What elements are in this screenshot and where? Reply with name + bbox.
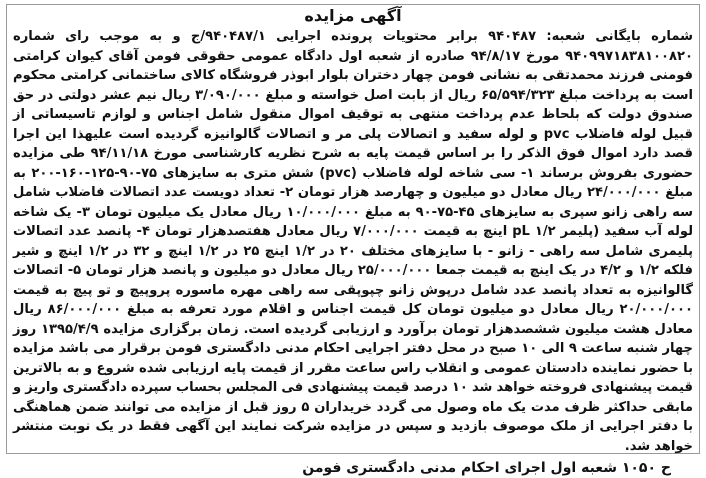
notice-footer: ح ۱۰۵۰ شعبه اول اجرای احکام مدنی دادگستری فومن bbox=[302, 460, 671, 476]
notice-title: آگهی مزایده bbox=[304, 6, 402, 25]
notice-body: شماره بایگانی شعبه: ۹۴۰۴۸۷ برابر محتویات پرونده اجرایی ۹۴۰۴۸۷/۱/ج و به موجب رای شماره ۹۴۰۹۹۷۱۸۳۸۱۰۰۸۲۰ مورخ ۹۴/۸/۱۷ صادره از شعبه اول دادگاه عمومی حقوقی فومن آقای کیوان کرامتی فومنی فرزند محمدتقی به نشانی فومن چهار دختران بلوار ابوذر فروشگاه کالای ساختمانی کرامتی محکوم است به پرداخت مبلغ ۶۵/۵۹۴/۳۲۳ ریال از بابت اصل خواسته و مبلغ ۳/۰۹۰/۰۰۰ ریال نیم عشر دولتی در حق صندوق دولت که بلحاظ عدم پرداخت منتهی به توقیف اموال منقول شامل اجناس و لوازم تاسیساتی از قبیل لوله فاضلاب pvc و لوله سفید و اتصالات پلی مر و اتصالات گالوانیزه گردیده است علیهذا این اجرا قصد دارد اموال فوق الذکر را بر اساس قیمت پایه به شرح نظریه کارشناسی مورخ ۹۴/۱۱/۱۸ طی مزایده حضوری بفروش برساند ۱- سی شاخه لوله فاضلاب (pvc) شش متری به سایزهای ۷۵-۹۰-۱۲۵-۱۶۰-۲۰۰ به مبلغ ۲۴/۰۰۰/۰۰۰ ریال معادل دو میلیون و چهارصد هزار تومان ۲- تعداد دویست عدد اتصالات فاضلاب شامل سه راهی زانو سپری به سایزهای ۴۵-۷۵-۹۰ به مبلغ ۱۰/۰۰۰/۰۰۰ ریال معادل یک میلیون تومان ۳- یک شاخه لوله آب سفید (پلیمر pL ۱/۲ اینچ به قیمت ۷/۰۰۰/۰۰۰ ریال معادل هفتصدهزار تومان ۴- پانصد عدد اتصالات پلیمری شامل سه راهی - زانو - با سایزهای مختلف ۲۰ در ۱/۲ اینچ ۲۵ در ۱/۲ اینچ و ۳۲ در ۱/۲ اینچ و شیر فلکه ۱/۲ و ۴/۲ در یک اینچ به قیمت جمعا ۲۵/۰۰۰/۰۰۰ ریال معادل دو میلیون و پانصد هزار تومان ۵- اتصالات گالوانیزه به تعداد پانصد عدد شامل درپوش زانو چپوپقی سه راهی مهره ماسوره پروپیچ و تو پیچ به قیمت ۲۰/۰۰۰/۰۰۰ ریال معادل دو میلیون تومان کل قیمت اجناس و اقلام مورد تعرفه به مبلغ ۸۶/۰۰۰/۰۰۰ ریال معادل هشت میلیون ششصدهزار تومان برآورد و ارزیابی گردیده است. زمان برگزاری مزایده ۱۳۹۵/۴/۹ روز چهار شنبه ساعت ۹ الی ۱۰ صبح در محل دفتر اجرایی احکام مدنی دادگستری فومن برقرار می باشد مزایده با حضور نماینده دادستان عمومی و انقلاب راس ساعت مقرر از قیمت پایه ارزیابی شده شروع و به بالاترین قیمت پیشنهادی فروخته خواهد شد ۱۰ درصد قیمت پیشنهادی فی المجلس بحساب سپرده دادگستری واریز و مابقی حداکثر ظرف مدت یک ماه وصول می گردد خریداران ۵ روز قبل از مزایده می توانند ضمن هماهنگی با دفتر اجرایی از ملک موصوف بازدید و سپس در مزایده شرکت نمایند این آگهی فقط در یک نوبت منتشر خواهد شد. bbox=[13, 29, 694, 454]
auction-notice bbox=[6, 4, 700, 476]
